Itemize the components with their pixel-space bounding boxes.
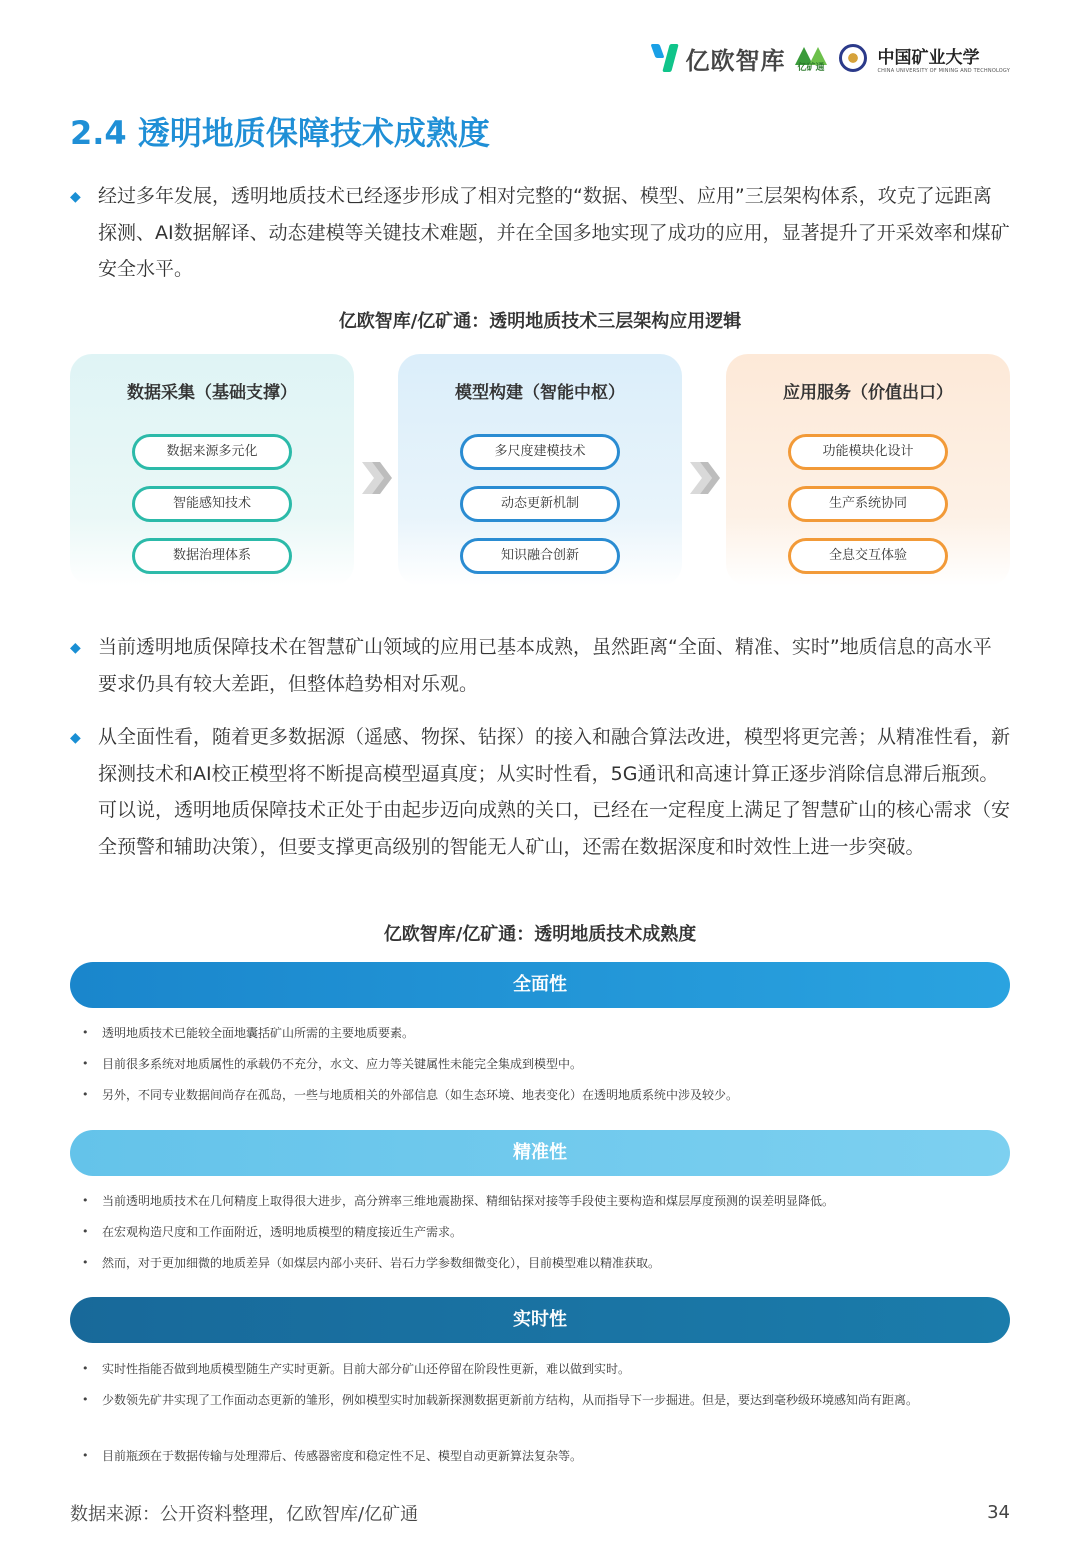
paragraph-2 [70,629,1010,702]
layer-item: 数据治理体系 [132,538,292,574]
page-number: 34 [987,1502,1010,1523]
layer-item: 多尺度建模技术 [460,434,620,470]
list-item: • 然而，对于更加细微的地质差异（如煤层内部小夹矸、岩石力学参数细微变化），目前模型难以精准获取。 [82,1252,1002,1274]
university-name-en: CHINA UNIVERSITY OF MINING AND TECHNOLOGY [877,67,1010,74]
partner-label: 亿矿通 [797,63,825,73]
paragraph-text: 从全面性看，随着更多数据源（遥感、物探、钻探）的接入和融合算法改进，模型将更完善；从精准性看，新探测技术和AI校正模型将不断提高模型逼真度；从实时性看，5G通讯和高速计算正逐步消除信息滞后瓶颈。可以说，透明地质保障技术正处于由起步迈向成熟的关口，已经在一定程度上满足了智慧矿山的核心需求（安全预警和辅助决策），但要支撑更高级别的智能无人矿山，还需在数据深度和时效性上进一步突破。 [98,726,1011,858]
bullet-dot-icon: • [82,1194,89,1207]
bullet-dot-icon: • [82,1362,89,1375]
list-item: • 实时性指能否做到地质模型随生产实时更新。目前大部分矿山还停留在阶段性更新，难以做到实时。 [82,1358,1002,1380]
list-item: • 另外，不同专业数据间尚存在孤岛，一些与地质相关的外部信息（如生态环境、地表变化）在透明地质系统中涉及较少。 [82,1084,1002,1106]
bullet-dot-icon: • [82,1057,89,1070]
bullet-dot-icon: • [82,1225,89,1238]
section-bar-realtime: 实时性 [70,1297,1010,1343]
maturity-caption: 亿欧智库/亿矿通：透明地质技术成熟度 [383,924,697,945]
list-item: • 在宏观构造尺度和工作面附近，透明地质模型的精度接近生产需求。 [82,1221,1002,1243]
paragraph-text: 当前透明地质保障技术在智慧矿山领域的应用已基本成熟，虽然距离“全面、精准、实时”地质信息的高水平要求仍具有较大差距，但整体趋势相对乐观。 [98,636,992,695]
diamond-bullet-icon: ◆ [70,640,81,656]
layer-item: 全息交互体验 [788,538,948,574]
layer-item: 知识融合创新 [460,538,620,574]
diagram-caption: 亿欧智库/亿矿通：透明地质技术三层架构应用逻辑 [338,311,742,332]
university-name-cn: 中国矿业大学 [877,47,980,68]
double-chevron-right-icon [688,458,722,498]
diamond-bullet-icon: ◆ [70,730,81,746]
layer-item: 数据来源多元化 [132,434,292,470]
bullet-dot-icon: • [82,1449,89,1462]
section-bar-precision: 精准性 [70,1130,1010,1176]
paragraph-1 [70,178,1010,288]
yiou-logo-icon [653,44,675,72]
section-bar-comprehensiveness: 全面性 [70,962,1010,1008]
layer-application-service [726,354,1010,586]
list-item: • 目前瓶颈在于数据传输与处理滞后、传感器密度和稳定性不足、模型自动更新算法复杂等。 [82,1445,1002,1467]
layer-item: 动态更新机制 [460,486,620,522]
layer-title: 模型构建（智能中枢） [455,383,625,403]
bullet-dot-icon: • [82,1393,89,1406]
bullet-dot-icon: • [82,1088,89,1101]
diamond-bullet-icon: ◆ [70,189,81,205]
paragraph-3 [70,719,1010,865]
layer-item: 智能感知技术 [132,486,292,522]
university-seal-icon [839,44,867,72]
list-item: • 少数领先矿井实现了工作面动态更新的雏形，例如模型实时加载新探测数据更新前方结构，从而指导下一步掘进。但是，要达到毫秒级环境感知尚有距离。 [82,1389,1002,1411]
bullet-dot-icon: • [82,1256,89,1269]
yikuangtong-logo-icon [795,43,829,73]
paragraph-text: 经过多年发展，透明地质技术已经逐步形成了相对完整的“数据、模型、应用”三层架构体系，攻克了远距离探测、AI数据解译、动态建模等关键技术难题，并在全国多地实现了成功的应用，显著提升了开采效率和煤矿安全水平。 [98,185,1010,280]
page-title: 2.4 透明地质保障技术成熟度 [70,114,490,152]
layer-model-building [398,354,682,586]
data-source: 数据来源：公开资料整理，亿欧智库/亿矿通 [70,1504,419,1525]
header-logos [653,40,1010,76]
university-logo [877,43,1010,74]
bullet-dot-icon: • [82,1026,89,1039]
layer-title: 应用服务（价值出口） [783,383,953,403]
layer-data-collection [70,354,354,586]
list-item: • 当前透明地质技术在几何精度上取得很大进步，高分辨率三维地震勘探、精细钻探对接等手段使主要构造和煤层厚度预测的误差明显降低。 [82,1190,1002,1212]
layer-item: 功能模块化设计 [788,434,948,470]
list-item: • 透明地质技术已能较全面地囊括矿山所需的主要地质要素。 [82,1022,1002,1044]
list-item: • 目前很多系统对地质属性的承载仍不充分，水文、应力等关键属性未能完全集成到模型中。 [82,1053,1002,1075]
layer-item: 生产系统协同 [788,486,948,522]
layer-title: 数据采集（基础支撑） [127,383,297,403]
brand-text: 亿欧智库 [685,46,786,75]
double-chevron-right-icon [360,458,394,498]
